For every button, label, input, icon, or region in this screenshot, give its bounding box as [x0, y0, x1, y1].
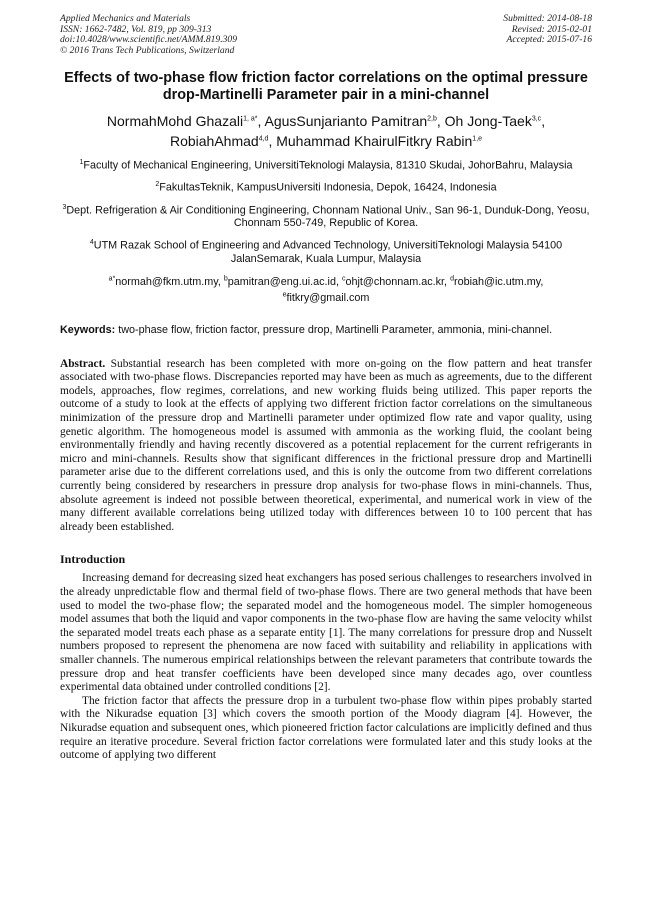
affiliation: $^3$Dept. Refrigeration & Air Conditioning Engineering, Chonnam National Univ., San 96-1, Dunduk-Dong, Yeosu, Chonnam 550-749, Republic of Korea.	[62, 203, 590, 230]
journal-name: Applied Mechanics and Materials	[60, 13, 191, 24]
author: RobiahAhmad$^{4,d}$,	[169, 132, 277, 149]
author-superscript: 1, a*	[243, 115, 258, 123]
keywords	[60, 324, 592, 337]
email[interactable]: $^d$robiah@ic.utm.my,	[450, 275, 544, 288]
author-emails	[60, 272, 592, 305]
author-superscript: 1,e	[472, 135, 483, 143]
copyright: © 2016 Trans Tech Publications, Switzerland	[60, 44, 235, 56]
paper-title: Effects of two-phase flow friction factor correlations on the optimal pressure drop-Martinelli Parameter pair in a mini-channel	[64, 70, 588, 104]
abstract	[60, 358, 592, 535]
author: NormahMohd Ghazali$^{1, a*}$,	[106, 113, 265, 130]
submission-dates	[503, 14, 592, 56]
issn: ISSN: 1662-7482, Vol. 819, pp 309-313	[60, 23, 212, 35]
paragraph: The friction factor that affects the pressure drop in a turbulent two-phase flow within pipes probably started with the Nikuradse equation [3] which covers the smooth portion of the Moody diagram [4]. However, the Nikuradse equation and subsequent ones, which pioneered friction factor calculations are implicitly defined and thus require an iterative procedure. Several friction factor correlations were formulated later and this study looks at the outcome of applying two different	[60, 694, 592, 762]
email[interactable]: $^b$pamitran@eng.ui.ac.id,	[223, 275, 342, 288]
author: Oh Jong-Taek$^{3,c}$,	[444, 113, 546, 130]
affiliation: $^4$UTM Razak School of Engineering and Advanced Technology, UniversitiTeknologi Malaysia 54100 JalanSemarak, Kuala Lumpur, Malaysia	[89, 239, 563, 266]
email[interactable]: $^c$ohjt@chonnam.ac.kr,	[341, 275, 451, 288]
abstract-text: Substantial research has been completed with more on-going on the flow pattern and heat transfer associated with two-phase flows. Discrepancies reported may have been as much as agreements, due to the different models, approaches, flow regimes, correlations, and new working fluids being utilized. This paper reports the outcome of a study to look at the effects of applying two different friction factor correlations on the simultaneous minimization of the pressure drop and Martinelli parameter under optimized flow rate and vapor quality, using genetic algorithm. The homogeneous model is assumed with ammonia as the working fluid, the coolant being environmentally friendly and having recently discovered as a potential replacement for the current refrigerants in micro and mini-channels. Results show that significant differences in the frictional pressure drop and Martinelli parameter arise due to the different correlations used, and this is only the outcome from two different correlations currently being considered by researchers in pressure drop analysis for two-phase flows in mini-channels. Thus, absolute agreement is indeed not possible between theoretical, experimental, and numerical work in view of the many different available correlations being utilized today with differences between 10 to 100 percent that has already been established.	[60, 357, 592, 533]
email[interactable]: $^{a*}$normah@fkm.utm.my,	[108, 275, 224, 288]
affiliation: $^1$Faculty of Mechanical Engineering, UniversitiTeknologi Malaysia, 81310 Skudai, JohorBahru, Malaysia	[79, 158, 573, 172]
author-superscript: 3,c	[531, 115, 542, 123]
section-heading-introduction: Introduction	[60, 552, 126, 567]
paragraph: Increasing demand for decreasing sized heat exchangers has posed serious challenges to researchers involved in the already unpredictable flow and thermal field of two-phase flows. There are two general methods that have been used to model the two-phase flow; the separated model and the homogeneous model. The simpler homogeneous model assumes that both the liquid and vapor components in the two-phase flow are having the same velocity whilst the separated model treats each phase as a separate entity [1]. The many correlations for pressure drop and Nusselt numbers proposed to represent the phenomena are now faced with suitability and reliability in applications with smaller channels. The numerous empirical relationships between the relevant parameters that contribute towards the pressure drop and heat transfer coefficients have been developed since many decades ago, over countless experimental data obtained under controlled conditions [2].	[60, 572, 592, 694]
keywords-text: two-phase flow, friction factor, pressure drop, Martinelli Parameter, ammonia, mini-channel.	[115, 324, 553, 337]
keywords-label: Keywords:	[60, 324, 116, 337]
abstract-label: Abstract.	[60, 357, 106, 370]
author: Muhammad KhairulFitkry Rabin$^{1,e}$	[276, 132, 483, 149]
author-list	[60, 110, 592, 149]
affiliation: $^2$FakultasTeknik, KampusUniversiti Indonesia, Depok, 16424, Indonesia	[155, 181, 497, 194]
doi: doi:10.4028/www.scientific.net/AMM.819.309	[60, 34, 238, 46]
journal-info	[60, 14, 237, 56]
submitted-date: Submitted: 2014-08-18	[503, 13, 592, 24]
accepted-date: Accepted: 2015-07-16	[506, 34, 592, 46]
author-superscript: 4,d	[258, 135, 269, 143]
revised-date: Revised: 2015-02-01	[511, 23, 592, 35]
author-superscript: 2,b	[427, 115, 437, 123]
email[interactable]: $^e$fitkry@gmail.com	[282, 291, 370, 305]
journal-header	[60, 14, 592, 56]
author: AgusSunjarianto Pamitran$^{2,b}$,	[264, 113, 445, 130]
